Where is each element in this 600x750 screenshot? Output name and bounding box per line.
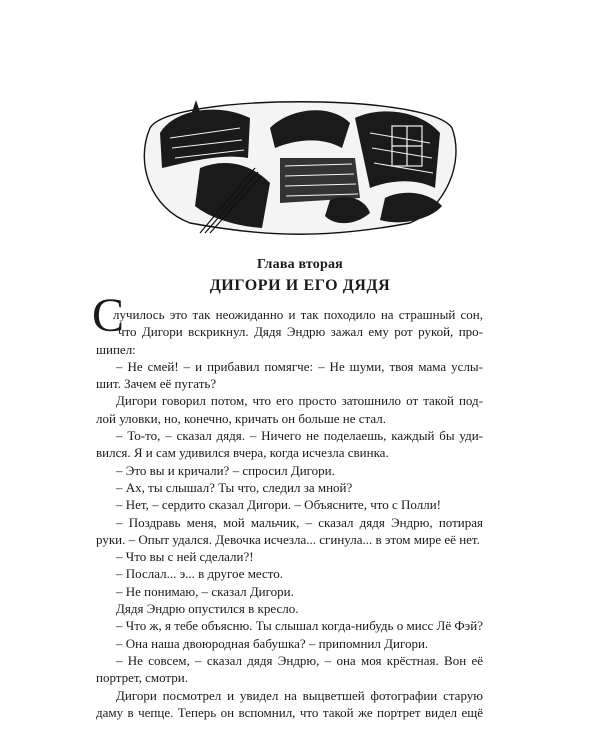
chapter-title: ДИГОРИ И ЕГО ДЯДЯ (209, 277, 391, 294)
text-line: – Это вы и кричали? – спросил Дигори. (116, 462, 335, 478)
text-line: – Не понимаю, – сказал Дигори. (116, 583, 294, 599)
text-line: руки. – Опыт удался. Девочка исчезла... сгинула... в этом мире её нет. (96, 531, 480, 547)
text-line: Дигори посмотрел и увидел на выцветшей фотографии старую (116, 687, 483, 703)
text-line: – Не смей! – и прибавил помягче: – Не шуми, твоя мама услы- (116, 358, 483, 374)
text-line: лой уловки, но, конечно, кричать он больше не стал. (96, 410, 386, 426)
text-line: – Послал... э... в другое место. (116, 566, 284, 582)
text-line: – Поздравь меня, мой мальчик, – сказал дядя Эндрю, потирая (116, 514, 483, 530)
text-line: – Что вы с ней сделали?! (116, 549, 254, 565)
text-line: даму в чепце. Теперь он вспомнил, что такой же портрет видел ещё (96, 704, 483, 720)
text-line: портрет, смотри. (96, 670, 188, 686)
text-line: что Дигори вскрикнул. Дядя Эндрю зажал ему рот рукой, про- (118, 324, 483, 340)
text-line: шит. Зачем её пугать? (96, 376, 217, 392)
chapter-body (92, 289, 483, 721)
chapter-label: Глава вторая (257, 257, 343, 272)
text-line: Дядя Эндрю опустился в кресло. (116, 601, 299, 617)
text-line: – Ах, ты слышал? Ты что, следил за мной? (116, 479, 353, 495)
text-line: лучилось это так неожиданно и так походило на страшный сон, (113, 307, 483, 322)
text-line: – Не совсем, – сказал дядя Эндрю, – она моя крёстная. Вон её (116, 652, 483, 668)
text-line: – Что ж, я тебе объясню. Ты слышал когда-нибудь о мисс Лё Фэй? (116, 618, 483, 634)
text-line: вился. Я и сам удивился вчера, когда исчезла свинка. (96, 445, 389, 461)
engraving-illustration (130, 88, 470, 238)
text-line: – Нет, – сердито сказал Дигори. – Объясните, что с Полли! (116, 497, 441, 513)
text-line: – То-то, – сказал дядя. – Ничего не поделаешь, каждый бы уди- (116, 428, 483, 444)
text-line: шипел: (96, 341, 136, 357)
drop-cap: С (92, 289, 125, 342)
text-line: Дигори говорил потом, что его просто затошнило от такой под- (116, 393, 483, 409)
text-line: – Она наша двоюродная бабушка? – припомнил Дигори. (116, 635, 429, 651)
